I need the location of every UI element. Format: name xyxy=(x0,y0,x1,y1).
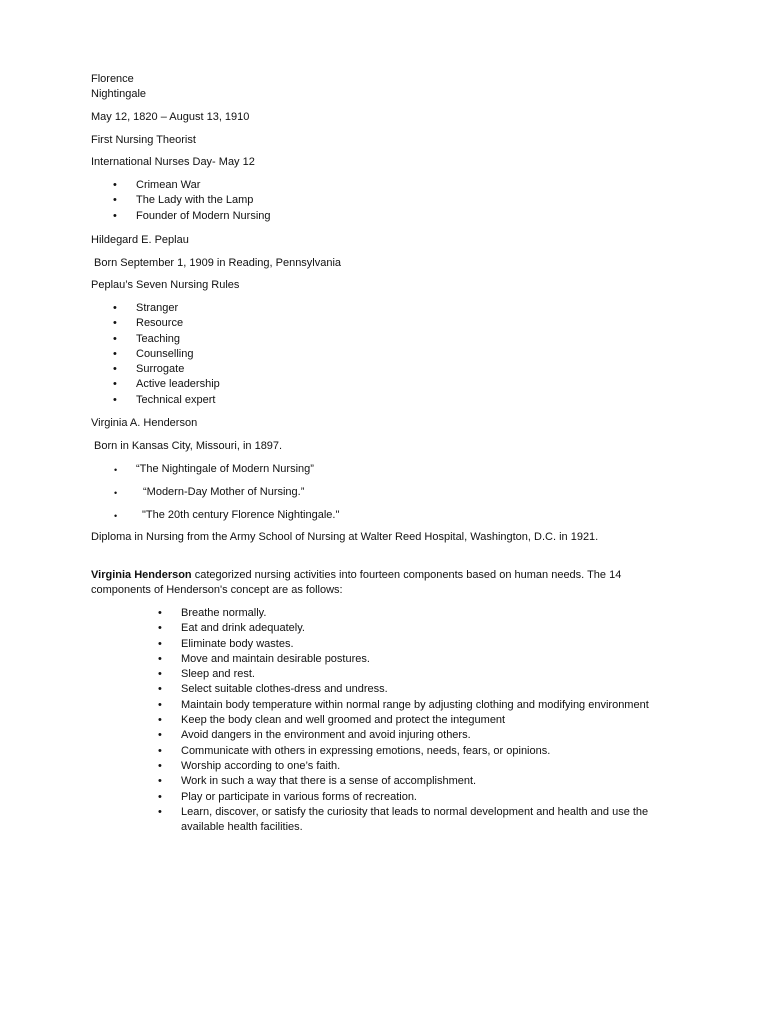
list-item xyxy=(91,301,220,316)
bullet-icon: • xyxy=(113,347,117,360)
list-item-text: Sleep and rest. xyxy=(181,668,255,681)
list-item-text: Eliminate body wastes. xyxy=(181,637,294,650)
bullet-icon: • xyxy=(158,790,162,803)
peplau-rules-list xyxy=(91,301,220,408)
list-item xyxy=(91,652,681,667)
list-item xyxy=(91,347,220,362)
bullet-icon: • xyxy=(113,209,117,222)
list-item xyxy=(91,713,681,728)
nightingale-nurses-day: International Nurses Day- May 12 xyxy=(91,156,255,168)
bullet-icon: • xyxy=(113,302,117,314)
list-item-text: Technical expert xyxy=(136,393,216,406)
list-item xyxy=(91,728,681,743)
bullet-icon: • xyxy=(114,511,118,521)
peplau-born: Born September 1, 1909 in Reading, Pennsylvania xyxy=(94,257,342,269)
list-item xyxy=(91,698,681,713)
list-item-text: Maintain body temperature within normal range by adjusting clothing and modifying environment xyxy=(181,698,649,711)
list-item xyxy=(91,332,220,347)
list-item xyxy=(91,485,339,508)
henderson-components-list xyxy=(91,606,681,835)
henderson-born: Born in Kansas City, Missouri, in 1897. xyxy=(94,440,283,452)
list-item xyxy=(91,774,681,789)
list-item xyxy=(91,178,271,193)
henderson-nicknames-list xyxy=(91,462,339,531)
list-item-text: Keep the body clean and well groomed and protect the integument xyxy=(181,714,506,727)
bullet-icon: • xyxy=(113,378,117,391)
nightingale-dates: May 12, 1820 – August 13, 1910 xyxy=(91,111,250,123)
list-item-text: Counselling xyxy=(136,347,194,360)
list-item xyxy=(91,621,681,636)
list-item-text: Founder of Modern Nursing xyxy=(136,209,271,222)
list-item xyxy=(91,209,271,224)
bullet-icon: • xyxy=(158,759,162,772)
henderson-intro-text: categorized nursing activities into fourteen components based on human needs. The 14 components of Henderson's concept are as follows: xyxy=(91,569,622,596)
list-item-text: Resource xyxy=(136,317,184,330)
list-item xyxy=(91,508,339,531)
henderson-name: Virginia A. Henderson xyxy=(91,417,198,429)
list-item-text: Move and maintain desirable postures. xyxy=(181,652,370,665)
bullet-icon: • xyxy=(158,744,162,757)
bullet-icon: • xyxy=(158,637,162,650)
list-item xyxy=(91,790,681,805)
list-item-text: “Modern-Day Mother of Nursing.” xyxy=(143,486,305,498)
list-item-text: The Lady with the Lamp xyxy=(136,194,254,207)
list-item-text: Avoid dangers in the environment and avoid injuring others. xyxy=(181,729,471,742)
list-item-text: Stranger xyxy=(136,302,179,314)
peplau-name: Hildegard E. Peplau xyxy=(91,234,189,246)
list-item xyxy=(91,316,220,331)
list-item-text: Crimean War xyxy=(136,179,201,191)
list-item xyxy=(91,462,339,485)
bullet-icon: • xyxy=(113,194,117,207)
list-item xyxy=(91,805,681,836)
bullet-icon: • xyxy=(158,683,162,696)
bullet-icon: • xyxy=(158,622,162,635)
nightingale-title: First Nursing Theorist xyxy=(91,134,196,146)
bullet-icon: • xyxy=(113,363,117,376)
list-item-text: Work in such a way that there is a sense of accomplishment. xyxy=(181,775,477,788)
list-item-text: Communicate with others in expressing emotions, needs, fears, or opinions. xyxy=(181,744,551,757)
list-item xyxy=(91,682,681,697)
bullet-icon: • xyxy=(158,668,162,681)
henderson-components-intro xyxy=(91,568,671,598)
list-item-text: "The 20th century Florence Nightingale." xyxy=(142,509,340,521)
peplau-rules-heading: Peplau’s Seven Nursing Rules xyxy=(91,279,240,291)
bullet-icon: • xyxy=(158,652,162,665)
list-item xyxy=(91,377,220,392)
bullet-icon: • xyxy=(158,698,162,711)
list-item xyxy=(91,362,220,377)
list-item xyxy=(91,759,681,774)
bullet-icon: • xyxy=(158,729,162,742)
list-item-text: Worship according to one’s faith. xyxy=(181,759,341,772)
list-item-text: Teaching xyxy=(136,332,181,345)
list-item xyxy=(91,667,681,682)
list-item xyxy=(91,193,271,208)
bullet-icon: • xyxy=(113,179,117,191)
list-item-text: “The Nightingale of Modern Nursing” xyxy=(136,463,314,475)
bullet-icon: • xyxy=(113,317,117,330)
nightingale-facts-list xyxy=(91,178,271,224)
list-item xyxy=(91,744,681,759)
bullet-icon: • xyxy=(158,607,162,619)
bullet-icon: • xyxy=(114,488,118,498)
nightingale-name-line1: Florence xyxy=(91,73,134,85)
list-item-text: Learn, discover, or satisfy the curiosity that leads to normal development and health and use the available health facilities. xyxy=(181,805,649,834)
list-item xyxy=(91,606,681,621)
bullet-icon: • xyxy=(158,805,162,818)
bullet-icon: • xyxy=(114,465,118,475)
henderson-diploma: Diploma in Nursing from the Army School of Nursing at Walter Reed Hospital, Washington, D.C. in 1921. xyxy=(91,531,599,543)
list-item xyxy=(91,637,681,652)
bullet-icon: • xyxy=(113,393,117,406)
list-item-text: Breathe normally. xyxy=(181,607,267,619)
list-item-text: Active leadership xyxy=(136,378,220,391)
bullet-icon: • xyxy=(158,775,162,788)
list-item-text: Select suitable clothes-dress and undress. xyxy=(181,683,388,696)
bullet-icon: • xyxy=(113,332,117,345)
bullet-icon: • xyxy=(158,714,162,727)
henderson-intro-name: Virginia Henderson xyxy=(91,569,192,581)
nightingale-name-line2: Nightingale xyxy=(91,88,147,100)
list-item-text: Surrogate xyxy=(136,363,185,376)
list-item-text: Play or participate in various forms of recreation. xyxy=(181,790,417,803)
list-item xyxy=(91,393,220,408)
list-item-text: Eat and drink adequately. xyxy=(181,622,305,635)
